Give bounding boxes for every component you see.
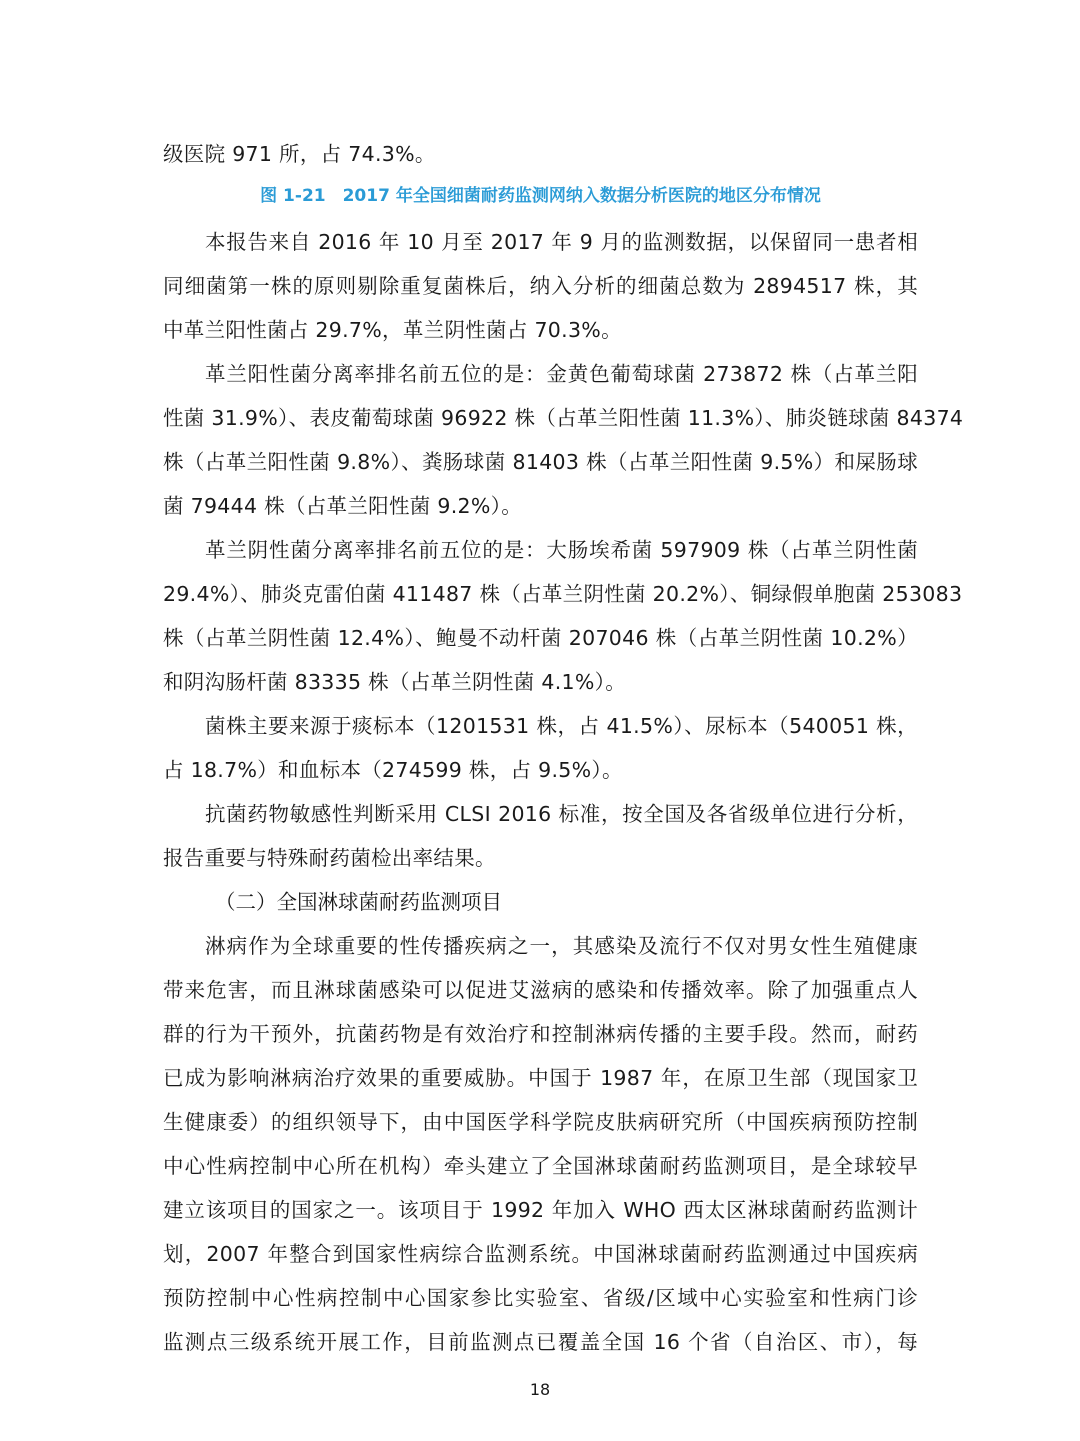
paragraph-5 [163, 792, 918, 880]
paragraph-line: 株（占革兰阳性菌 9.8%）、粪肠球菌 81403 株（占革兰阳性菌 9.5%）和屎肠球 [163, 450, 918, 474]
section-paragraph [163, 924, 918, 1364]
paragraph-line: 菌 79444 株（占革兰阳性菌 9.2%）。 [163, 494, 522, 518]
paragraph-line: 报告重要与特殊耐药菌检出率结果。 [163, 846, 496, 870]
paragraph-line: 同细菌第一株的原则剔除重复菌株后，纳入分析的细菌总数为 2894517 株，其 [163, 274, 918, 298]
paragraph-line: 划，2007 年整合到国家性病综合监测系统。中国淋球菌耐药监测通过中国疾病 [163, 1242, 918, 1266]
figure-caption: 图 1-21 2017 年全国细菌耐药监测网纳入数据分析医院的地区分布情况 [260, 186, 821, 206]
paragraph-line: 中革兰阳性菌占 29.7%，革兰阴性菌占 70.3%。 [163, 318, 622, 342]
paragraph-line: 本报告来自 2016 年 10 月至 2017 年 9 月的监测数据，以保留同一患者相 [205, 230, 918, 254]
paragraph-2 [163, 352, 964, 528]
paragraph-line: 和阴沟肠杆菌 83335 株（占革兰阴性菌 4.1%）。 [163, 670, 626, 694]
page-number: 18 [529, 1380, 551, 1399]
paragraph-line: 群的行为干预外，抗菌药物是有效治疗和控制淋病传播的主要手段。然而，耐药 [163, 1022, 918, 1046]
paragraph-line: 抗菌药物敏感性判断采用 CLSI 2016 标准，按全国及各省级单位进行分析， [205, 802, 918, 826]
paragraph-line: 占 18.7%）和血标本（274599 株，占 9.5%）。 [163, 758, 623, 782]
paragraph-line: 淋病作为全球重要的性传播疾病之一，其感染及流行不仅对男女性生殖健康 [205, 934, 918, 958]
paragraph-3 [163, 528, 963, 704]
paragraph-line: 性菌 31.9%）、表皮葡萄球菌 96922 株（占革兰阳性菌 11.3%）、肺炎链球菌 84374 [163, 406, 964, 430]
paragraph-line: 生健康委）的组织领导下，由中国医学科学院皮肤病研究所（中国疾病预防控制 [163, 1110, 918, 1134]
top-line-block [163, 132, 918, 176]
paragraph-line: 预防控制中心性病控制中心国家参比实验室、省级/区域中心实验室和性病门诊 [163, 1286, 918, 1310]
paragraph-4 [163, 704, 918, 792]
paragraph-line: 带来危害，而且淋球菌感染可以促进艾滋病的感染和传播效率。除了加强重点人 [163, 978, 918, 1002]
paragraph-line: 中心性病控制中心所在机构）牵头建立了全国淋球菌耐药监测项目，是全球较早 [163, 1154, 918, 1178]
section-heading: （二）全国淋球菌耐药监测项目 [215, 890, 502, 914]
paragraph-line: 建立该项目的国家之一。该项目于 1992 年加入 WHO 西太区淋球菌耐药监测计 [163, 1198, 918, 1222]
body-text [163, 220, 964, 1364]
paragraph-line: 菌株主要来源于痰标本（1201531 株，占 41.5%）、尿标本（540051 株， [205, 714, 918, 738]
paragraph-line: 监测点三级系统开展工作，目前监测点已覆盖全国 16 个省（自治区、市），每 [163, 1330, 918, 1354]
paragraph-line: 级医院 971 所，占 74.3%。 [163, 142, 436, 166]
paragraph-line: 29.4%）、肺炎克雷伯菌 411487 株（占革兰阴性菌 20.2%）、铜绿假单胞菌 253083 [163, 582, 963, 606]
paragraph-line: 株（占革兰阴性菌 12.4%）、鲍曼不动杆菌 207046 株（占革兰阴性菌 10.2%） [163, 626, 918, 650]
paragraph-line: 革兰阳性菌分离率排名前五位的是：金黄色葡萄球菌 273872 株（占革兰阳 [205, 362, 918, 386]
paragraph-line: 革兰阴性菌分离率排名前五位的是：大肠埃希菌 597909 株（占革兰阴性菌 [205, 538, 918, 562]
paragraph-1 [163, 220, 918, 352]
paragraph-line: 已成为影响淋病治疗效果的重要威胁。中国于 1987 年，在原卫生部（现国家卫 [163, 1066, 918, 1090]
